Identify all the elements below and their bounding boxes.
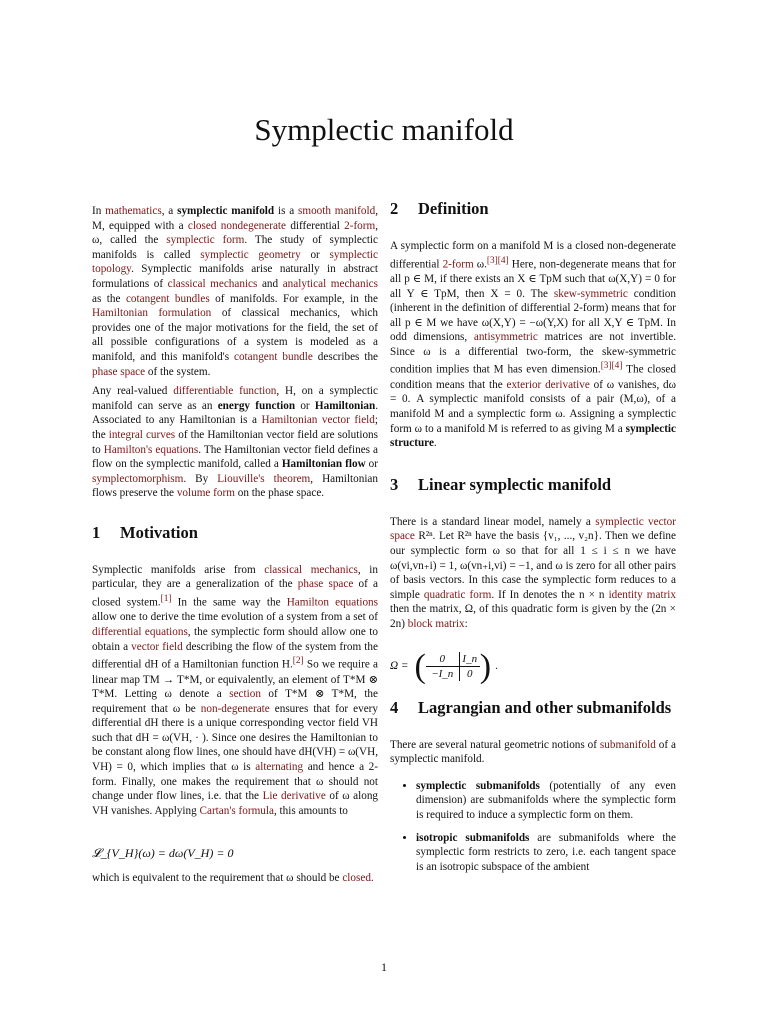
- lie-derivative-formula: 𝓛_{V_H}(ω) = dω(V_H) = 0: [92, 846, 234, 861]
- link-cartans-formula[interactable]: Cartan's formula: [199, 804, 274, 817]
- section-heading-motivation: 1 Motivation: [92, 522, 198, 542]
- citation-3-4[interactable]: [3][4]: [486, 255, 509, 266]
- citation-2[interactable]: [2]: [292, 656, 304, 667]
- link-analytical-mechanics[interactable]: analytical mechanics: [282, 277, 379, 290]
- link-integral-curves[interactable]: integral curves: [108, 428, 176, 441]
- left-column: [92, 204, 378, 891]
- link-closed-2[interactable]: closed: [342, 872, 371, 885]
- section-heading-definition: 2 Definition: [390, 199, 489, 218]
- lagrangian-paragraph: There are several natural geometric notions of submanifold of a symplectic manifold.: [390, 738, 676, 766]
- link-hamiltons-equations[interactable]: Hamilton's equations: [103, 443, 199, 456]
- submanifold-list: [390, 779, 676, 875]
- link-phase-space-2[interactable]: phase space: [297, 578, 354, 591]
- link-phase-space[interactable]: phase space: [92, 365, 146, 378]
- intro-paragraph-1: In mathematics, a symplectic manifold is a smooth manifold, M, equipped with a closed nondegenerate differential 2-form, ω, called the symplectic form. The study of symplectic manifolds is called symplectic geometry or symplectic topology. Symplectic manifolds arise naturally in abstract formulations of classical mechanics and analytical mechanics as the cotangent bundles of manifolds. For example, in the Hamiltonian formulation of classical mechanics, which provides one of the major motivations for the field, the set of all possible configurations of a system is modeled as a manifold, and this manifold's cotangent bundle describes the phase space of the system.: [92, 205, 379, 378]
- link-liouvilles-theorem[interactable]: Liouville's theorem: [217, 472, 311, 485]
- link-quadratic-form[interactable]: quadratic form: [423, 588, 492, 601]
- list-item: • symplectic submanifolds (potentially of any even dimension) are submanifolds where the symplectic form is required to induce a symplectic form on them.: [416, 779, 676, 823]
- link-mathematics[interactable]: mathematics: [105, 205, 162, 217]
- link-symplectic-topology[interactable]: symplectic topology: [92, 248, 378, 276]
- link-symplectic-geometry[interactable]: symplectic geometry: [200, 248, 301, 261]
- link-differentiable-function[interactable]: differentiable function: [173, 385, 277, 398]
- page-number: 1: [381, 960, 387, 974]
- closed-paragraph: which is equivalent to the requirement that ω should be closed.: [92, 872, 374, 885]
- link-identity-matrix[interactable]: identity matrix: [608, 588, 677, 601]
- link-smooth-manifold[interactable]: smooth manifold: [298, 205, 376, 217]
- link-non-degenerate[interactable]: non-degenerate: [200, 702, 270, 715]
- linear-paragraph: There is a standard linear model, namely a symplectic vector space R²ⁿ. Let R²ⁿ have the basis {v₁, ..., v₂n}. Then we define our symplectic form ω so that for all 1 ≤ i ≤ n we have ω(vi,vn₊i) = 1, ω(vn₊i,vi) = −1, and ω is zero for all other pairs of basis vectors. In this case the symplectic form reduces to a simple quadratic form. If In denotes the n × n identity matrix then the matrix, Ω, of this quadratic form is given by the (2n × 2n) block matrix:: [390, 515, 677, 630]
- link-exterior-derivative[interactable]: exterior derivative: [506, 378, 590, 391]
- link-vector-field[interactable]: vector field: [131, 640, 183, 653]
- link-antisymmetric[interactable]: antisymmetric: [473, 331, 538, 344]
- link-hamiltonian-vector-field[interactable]: Hamiltonian vector field: [261, 414, 375, 427]
- definition-paragraph: A symplectic form on a manifold M is a closed non-degenerate differential 2-form ω.[3][4] Here, non-degenerate means that for all p ∈ M, if there exists an X ∈ TpM such that ω(X,Y) = 0 for all Y ∈ TpM, then X = 0. The skew-symmetric condition (inherent in the definition of differential 2-form) means that for all p ∈ M we have ω(X,Y) = −ω(Y,X) for all X,Y ∈ TpM. In odd dimensions, antisymmetric matrices are not invertible. Since ω is a differential two-form, the skew-symmetric condition implies that M has even dimension.[3][4] The closed condition means that the exterior derivative of ω vanishes, dω = 0. A symplectic manifold consists of a pair (M,ω), of a manifold M and a symplectic form ω. Assigning a symplectic form ω to a manifold M is referred to as giving M a symplectic structure.: [390, 240, 677, 450]
- link-symplectic-vector-space[interactable]: symplectic vector space: [390, 515, 676, 543]
- link-nondegenerate[interactable]: nondegenerate: [220, 219, 286, 232]
- right-column: [390, 199, 677, 882]
- link-hamilton-equations[interactable]: Hamilton equations: [286, 596, 378, 609]
- link-skew-symmetric[interactable]: skew-symmetric: [553, 287, 628, 300]
- link-section[interactable]: section: [229, 688, 261, 701]
- link-symplectomorphism[interactable]: symplectomorphism: [92, 472, 184, 485]
- link-2-form-2[interactable]: 2-form: [442, 258, 474, 271]
- section-heading-lagrangian: 4 Lagrangian and other submanifolds: [390, 697, 672, 717]
- link-lie-derivative[interactable]: Lie derivative: [262, 790, 326, 803]
- link-hamiltonian-formulation[interactable]: Hamiltonian formulation: [92, 307, 212, 320]
- link-2-form[interactable]: 2-form: [344, 219, 376, 232]
- link-closed[interactable]: closed: [187, 219, 217, 232]
- link-cotangent-bundles[interactable]: cotangent bundles: [125, 292, 210, 305]
- link-classical-mechanics-2[interactable]: classical mechanics: [264, 563, 358, 576]
- citation-1[interactable]: [1]: [160, 594, 172, 605]
- link-differential-equations[interactable]: differential equations: [92, 625, 188, 638]
- omega-block-matrix: Ω = ( 0 I_n −I_n 0 ) .: [390, 647, 498, 685]
- link-alternating[interactable]: alternating: [255, 761, 304, 774]
- link-symplectic-form[interactable]: symplectic form: [166, 234, 245, 247]
- link-cotangent-bundle[interactable]: cotangent bundle: [233, 350, 313, 363]
- link-classical-mechanics[interactable]: classical mechanics: [167, 277, 258, 290]
- list-item: • isotropic submanifolds are submanifolds where the symplectic form restricts to zero, i.e. each tangent space is an isotropic subspace of the ambient: [416, 831, 676, 875]
- citation-3-4-b[interactable]: [3][4]: [600, 361, 623, 372]
- intro-paragraph-2: Any real-valued differentiable function, H, on a symplectic manifold can serve as an energy function or Hamiltonian. Associated to any Hamiltonian is a Hamiltonian vector field; the integral curves of the Hamiltonian vector field are solutions to Hamilton's equations. The Hamiltonian vector field defines a flow on the symplectic manifold, called a Hamiltonian flow or symplectomorphism. By Liouville's theorem, Hamiltonian flows preserve the volume form on the phase space.: [92, 385, 379, 500]
- link-block-matrix[interactable]: block matrix: [407, 617, 465, 630]
- link-submanifold[interactable]: submanifold: [599, 738, 656, 751]
- motivation-paragraph: Symplectic manifolds arise from classical mechanics, in particular, they are a generalization of the phase space of a closed system.[1] In the same way the Hamilton equations allow one to derive the time evolution of a system from a set of differential equations, the symplectic form should allow one to obtain a vector field describing the flow of the system from the differential dH of a Hamiltonian function H.[2] So we require a linear map TM → T*M, or equivalently, an element of T*M ⊗ T*M. Letting ω denote a section of T*M ⊗ T*M, the requirement that ω be non-degenerate ensures that for every differential dH there is a unique corresponding vector field VH such that dH = ω(VH, · ). Since one desires the Hamiltonian to be constant along flow lines, one should have dH(VH) = ω(VH, VH) = 0, which implies that ω is alternating and hence a 2-form. Finally, one makes the requirement that ω should not change under flow lines, i.e. that the Lie derivative of ω along VH vanishes. Applying Cartan's formula, this amounts to: [92, 563, 379, 817]
- page-title: Symplectic manifold: [254, 112, 514, 147]
- section-heading-linear-symplectic-manifold: 3 Linear symplectic manifold: [390, 474, 612, 494]
- link-volume-form[interactable]: volume form: [176, 487, 235, 500]
